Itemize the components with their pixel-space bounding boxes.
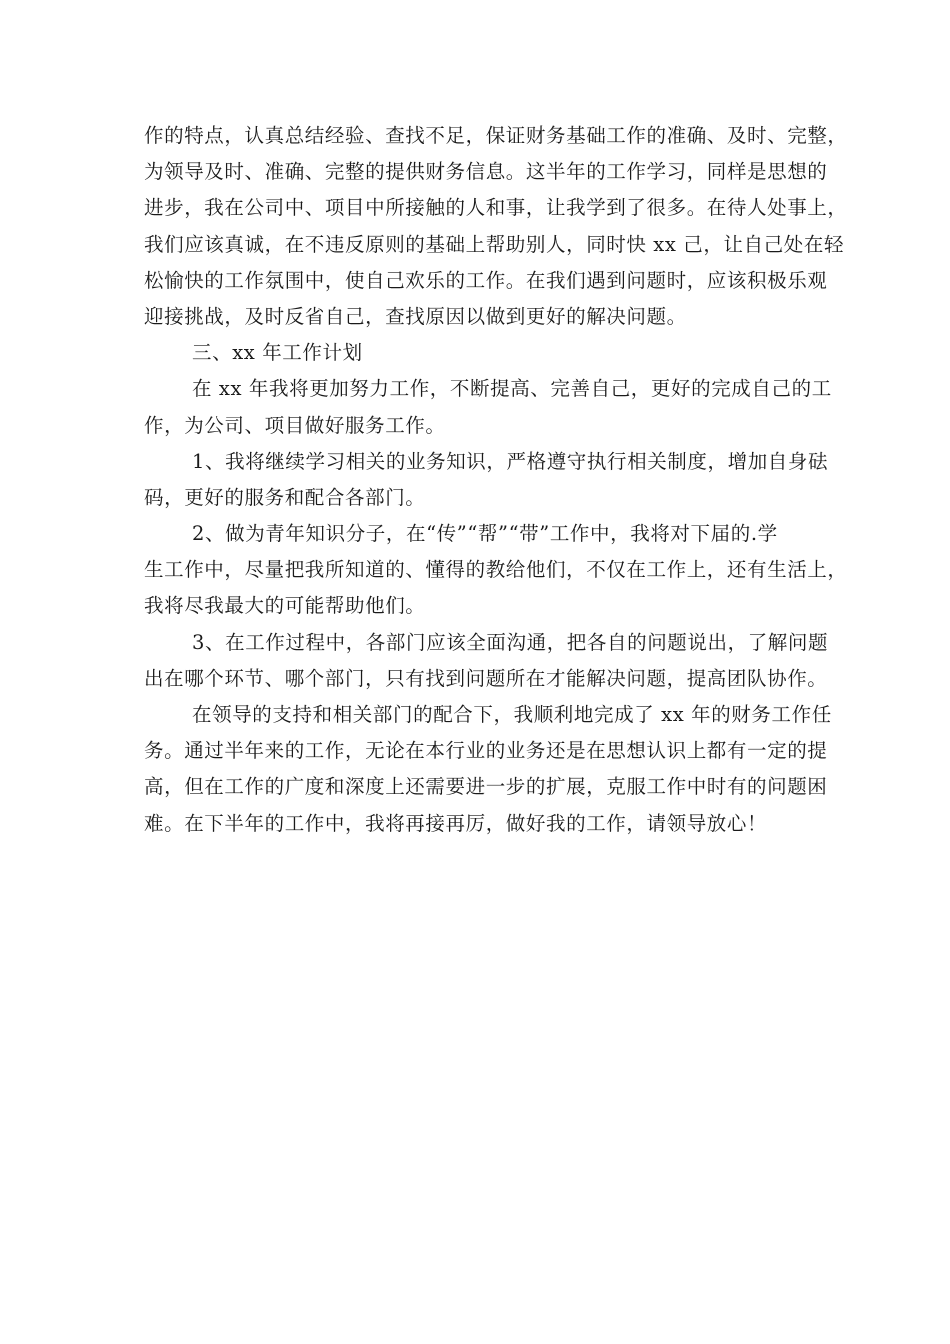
text-line: 作，为公司、项目做好服务工作。 (144, 413, 446, 437)
text-line: 我们应该真诚，在不违反原则的基础上帮助别人，同时快 xx 己，让自己处在轻 (144, 232, 845, 256)
text-line: 松愉快的工作氛围中，使自己欢乐的工作。在我们遇到问题时，应该积极乐观 (144, 268, 828, 292)
text-line: 高，但在工作的广度和深度上还需要进一步的扩展，克服工作中时有的问题困 (144, 775, 828, 799)
text-line: 我将尽我最大的可能帮助他们。 (144, 594, 426, 618)
text-line: 在 xx 年我将更加努力工作，不断提高、完善自己，更好的完成自己的工 (192, 377, 832, 401)
text-line: 2、做为青年知识分子，在“传”“帮”“带”工作中，我将对下届的.学 (192, 522, 778, 546)
text-line: 出在哪个环节、哪个部门，只有找到问题所在才能解决问题，提高团队协作。 (144, 666, 828, 690)
text-line: 难。在下半年的工作中，我将再接再厉，做好我的工作，请领导放心！ (144, 811, 768, 835)
text-line: 迎接挑战，及时反省自己，查找原因以做到更好的解决问题。 (144, 304, 687, 328)
text-line: 3、在工作过程中，各部门应该全面沟通，把各自的问题说出，了解问题 (192, 630, 829, 654)
text-line: 为领导及时、准确、完整的提供财务信息。这半年的工作学习，同样是思想的 (144, 160, 828, 184)
text-line: 在领导的支持和相关部门的配合下，我顺利地完成了 xx 年的财务工作任 (192, 703, 832, 726)
text-line: 进步，我在公司中、项目中所接触的人和事，让我学到了很多。在待人处事上， (144, 196, 848, 220)
text-line: 作的特点，认真总结经验、查找不足，保证财务基础工作的准确、及时、完整， (144, 124, 848, 147)
text-line: 务。通过半年来的工作，无论在本行业的业务还是在思想认识上都有一定的提 (144, 739, 828, 763)
document-page (144, 118, 848, 842)
text-line: 生工作中，尽量把我所知道的、懂得的教给他们，不仅在工作上，还有生活上， (144, 558, 848, 582)
text-line: 1、我将继续学习相关的业务知识，严格遵守执行相关制度，增加自身砝 (192, 449, 829, 473)
text-line: 码，更好的服务和配合各部门。 (144, 485, 426, 509)
section-heading: 三、xx 年工作计划 (192, 341, 363, 365)
